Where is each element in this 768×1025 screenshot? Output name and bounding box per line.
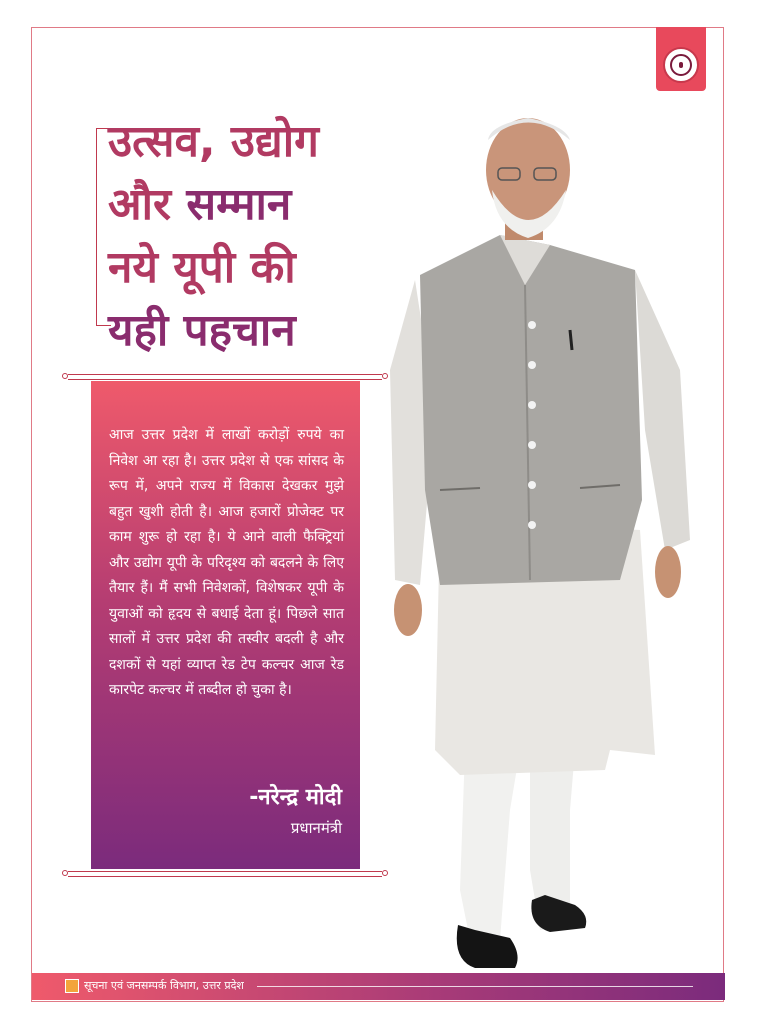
headline-line-4: यही पहचान <box>108 305 296 356</box>
headline <box>108 110 378 362</box>
portrait-image <box>380 110 700 976</box>
up-govt-emblem-icon <box>663 47 699 83</box>
headline-line-3: नये यूपी की <box>108 242 296 293</box>
quote-text: आज उत्तर प्रदेश में लाखों करोड़ों रुपये का निवेश आ रहा है। उत्तर प्रदेश से एक सांसद के रूप में, अपने राज्य में विकास देखकर मुझे बहुत खुशी होती है। आज हजारों प्रोजेक्ट पर काम शुरू हो रहा है। ये आने वाली फैक्ट्रियां और उद्योग यूपी के परिदृश्य को बदलने के लिए तैयार हैं। मैं सभी निवेशकों, विशेषकर यूपी के युवाओं को हृदय से बधाई देता हूं। पिछले सात सालों में उत्तर प्रदेश की तस्वीर बदली है और दशकों से यहां व्याप्त रेड टेप कल्चर आज रेड कारपेट कल्चर में तब्दील हो चुका है। <box>109 427 344 698</box>
footer-bar <box>32 973 725 1000</box>
headline-line-2 <box>108 173 378 236</box>
headline-line-1: उत्सव, उद्योग <box>108 116 319 167</box>
quote-designation: प्रधानमंत्री <box>290 819 342 837</box>
quote-box <box>91 381 360 869</box>
quote-author: -नरेन्द्र मोदी <box>249 785 342 810</box>
headline-line-2a: और <box>108 179 187 230</box>
headline-line-2b: सम्मान <box>186 179 292 230</box>
bottom-divider <box>62 868 388 880</box>
department-logo-icon <box>65 979 79 993</box>
footer-text: सूचना एवं जनसम्पर्क विभाग, उत्तर प्रदेश <box>84 979 244 992</box>
footer-rule <box>257 986 693 987</box>
